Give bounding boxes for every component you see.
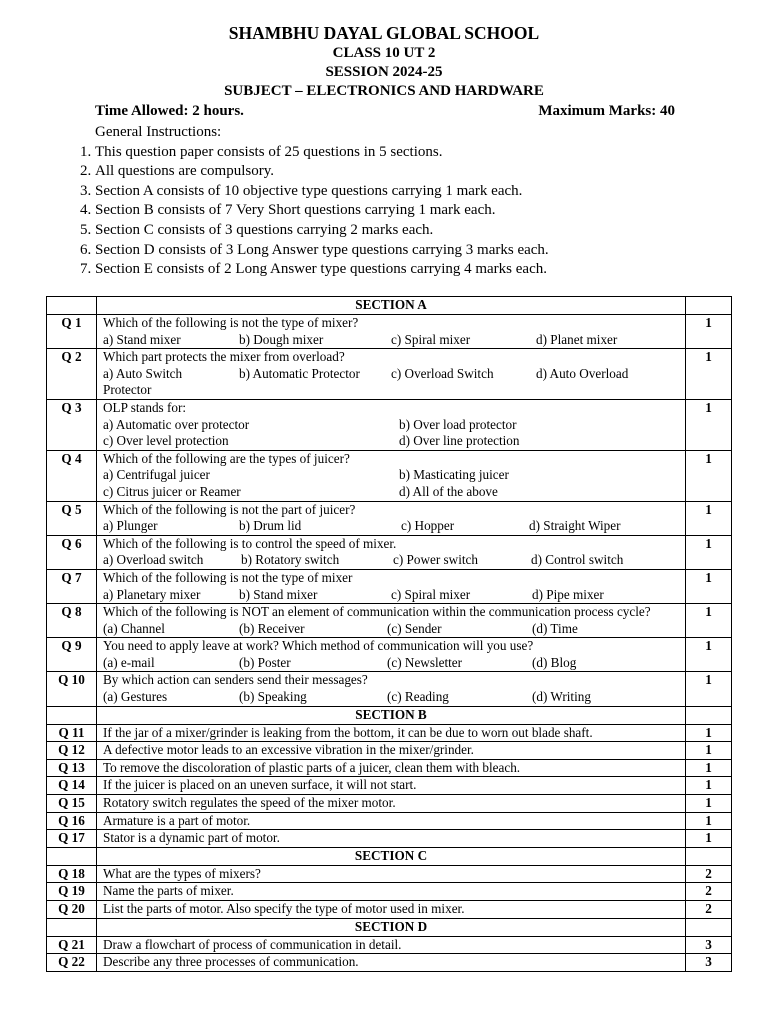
question-number: Q 3: [47, 399, 97, 450]
question-number: Q 20: [47, 901, 97, 919]
question-marks: 1: [686, 604, 732, 638]
question-row: [47, 812, 732, 830]
question-marks: 1: [686, 315, 732, 349]
question-row: [47, 936, 732, 954]
question-marks: 1: [686, 795, 732, 813]
question-cell: [97, 672, 686, 706]
option: (a) Channel: [103, 620, 165, 636]
question-row: [47, 954, 732, 972]
question-marks: 1: [686, 742, 732, 760]
subject-line: SUBJECT – ELECTRONICS AND HARDWARE: [224, 83, 544, 99]
question-row: [47, 865, 732, 883]
question-row: [47, 830, 732, 848]
instruction-item: 5. Section C consists of 3 questions carrying 2 marks each.: [95, 221, 695, 241]
option: b) Dough mixer: [239, 331, 324, 347]
section-d-title: SECTION D: [97, 918, 686, 936]
question-number: Q 10: [47, 672, 97, 706]
question-number: Q 7: [47, 569, 97, 603]
instruction-item: 7. Section E consists of 2 Long Answer type questions carrying 4 marks each.: [95, 260, 695, 280]
question-cell: [97, 569, 686, 603]
option: d) Auto Overload Protector: [103, 365, 629, 398]
question-number: Q 8: [47, 604, 97, 638]
section-a-title: SECTION A: [97, 297, 686, 315]
instruction-item: 2. All questions are compulsory.: [95, 162, 695, 182]
question-row: [47, 724, 732, 742]
section-header-row: [47, 297, 732, 315]
options-row: [103, 621, 679, 638]
section-b-title: SECTION B: [97, 706, 686, 724]
option: d) Over line protection: [399, 433, 520, 449]
option: c) Power switch: [393, 552, 478, 568]
question-text: OLP stands for:: [103, 399, 187, 415]
question-text: Which of the following is not the type of mixer: [103, 569, 353, 585]
option: c) Citrus juicer or Reamer: [103, 483, 241, 499]
option: (b) Speaking: [239, 689, 307, 705]
options-row: [103, 417, 679, 434]
question-number: Q 16: [47, 812, 97, 830]
question-number: Q 21: [47, 936, 97, 954]
option: a) Auto Switch: [103, 365, 183, 381]
question-cell: [97, 535, 686, 569]
option: c) Over level protection: [103, 433, 229, 449]
question-text: Which of the following are the types of juicer?: [103, 450, 350, 466]
question-marks: 3: [686, 936, 732, 954]
question-marks: 1: [686, 450, 732, 501]
question-row: [47, 569, 732, 603]
question-number: Q 17: [47, 830, 97, 848]
options-row: [103, 655, 679, 672]
option: c) Spiral mixer: [391, 586, 471, 602]
question-text: Stator is a dynamic part of motor.: [97, 830, 686, 848]
options-row: [103, 366, 679, 399]
options-row: [103, 587, 679, 604]
question-cell: [97, 501, 686, 535]
options-row: [103, 467, 679, 484]
option: c) Hopper: [401, 518, 455, 534]
question-row: [47, 672, 732, 706]
question-table: [46, 296, 732, 972]
question-marks: 1: [686, 399, 732, 450]
question-text: Which of the following is not the type of mixer?: [103, 315, 359, 330]
question-text: If the jar of a mixer/grinder is leaking from the bottom, it can be due to worn out blade shaft.: [97, 724, 686, 742]
question-text: A defective motor leads to an excessive vibration in the mixer/grinder.: [97, 742, 686, 760]
general-instructions: [75, 123, 695, 280]
question-row: [47, 795, 732, 813]
question-row: [47, 349, 732, 400]
option: d) Straight Wiper: [529, 518, 621, 534]
question-number: Q 9: [47, 638, 97, 672]
options-row: [103, 484, 679, 501]
option: a) Centrifugal juicer: [103, 467, 210, 483]
option: a) Overload switch: [103, 552, 204, 568]
question-text: By which action can senders send their messages?: [103, 672, 368, 688]
question-row: [47, 777, 732, 795]
section-header-row: [47, 847, 732, 865]
question-cell: [97, 604, 686, 638]
question-row: [47, 535, 732, 569]
instruction-item: 6. Section D consists of 3 Long Answer type questions carrying 3 marks each.: [95, 241, 695, 261]
question-row: [47, 399, 732, 450]
question-text: You need to apply leave at work? Which method of communication will you use?: [103, 638, 534, 654]
question-marks: 1: [686, 830, 732, 848]
section-header-row: [47, 706, 732, 724]
option: d) Pipe mixer: [532, 586, 604, 602]
question-marks: 1: [686, 569, 732, 603]
question-row: [47, 450, 732, 501]
question-number: Q 4: [47, 450, 97, 501]
question-marks: 2: [686, 883, 732, 901]
question-number: Q 14: [47, 777, 97, 795]
options-row: [103, 433, 679, 450]
option: a) Plunger: [103, 518, 158, 534]
question-row: [47, 604, 732, 638]
max-marks: Maximum Marks: 40: [538, 103, 675, 119]
time-allowed: Time Allowed: 2 hours.: [95, 103, 244, 119]
option: (b) Poster: [239, 654, 291, 670]
option: b) Masticating juicer: [399, 467, 509, 483]
session-line: SESSION 2024-25: [325, 64, 443, 80]
question-marks: 1: [686, 672, 732, 706]
question-number: Q 5: [47, 501, 97, 535]
option: d) All of the above: [399, 483, 498, 499]
question-marks: 3: [686, 954, 732, 972]
options-row: [103, 689, 679, 706]
question-marks: 1: [686, 777, 732, 795]
question-marks: 1: [686, 724, 732, 742]
question-row: [47, 759, 732, 777]
instructions-list: [75, 143, 695, 280]
option: (d) Time: [532, 620, 578, 636]
question-number: Q 22: [47, 954, 97, 972]
question-row: [47, 315, 732, 349]
question-number: Q 12: [47, 742, 97, 760]
question-number: Q 6: [47, 535, 97, 569]
section-header-row: [47, 918, 732, 936]
question-text: If the juicer is placed on an uneven surface, it will not start.: [97, 777, 686, 795]
question-row: [47, 742, 732, 760]
question-row: [47, 501, 732, 535]
question-number: Q 19: [47, 883, 97, 901]
question-cell: [97, 315, 686, 349]
option: (a) Gestures: [103, 689, 168, 705]
question-row: [47, 883, 732, 901]
question-text: To remove the discoloration of plastic parts of a juicer, clean them with bleach.: [97, 759, 686, 777]
question-text: Which of the following is to control the speed of mixer.: [103, 535, 397, 551]
option: a) Stand mixer: [103, 331, 181, 347]
instruction-item: 4. Section B consists of 7 Very Short questions carrying 1 mark each.: [95, 201, 695, 221]
paper-header: [0, 22, 768, 101]
instruction-item: 1. This question paper consists of 25 questions in 5 sections.: [95, 143, 695, 163]
options-row: [103, 552, 679, 569]
option: d) Control switch: [531, 552, 624, 568]
question-number: Q 1: [47, 315, 97, 349]
question-marks: 1: [686, 638, 732, 672]
question-marks: 1: [686, 759, 732, 777]
question-cell: [97, 638, 686, 672]
question-number: Q 18: [47, 865, 97, 883]
question-text: Name the parts of mixer.: [97, 883, 686, 901]
question-text: List the parts of motor. Also specify the type of motor used in mixer.: [97, 901, 686, 919]
option: (a) e-mail: [103, 654, 155, 670]
question-number: Q 15: [47, 795, 97, 813]
question-marks: 1: [686, 535, 732, 569]
question-number: Q 2: [47, 349, 97, 400]
option: (d) Writing: [532, 689, 591, 705]
question-text: Which part protects the mixer from overload?: [103, 349, 345, 365]
option: b) Rotatory switch: [241, 552, 340, 568]
question-cell: [97, 349, 686, 400]
question-cell: [97, 399, 686, 450]
options-row: [103, 518, 679, 535]
question-text: Describe any three processes of communication.: [97, 954, 686, 972]
option: b) Drum lid: [239, 518, 302, 534]
option: a) Planetary mixer: [103, 586, 201, 602]
instruction-item: 3. Section A consists of 10 objective type questions carrying 1 mark each.: [95, 182, 695, 202]
question-text: Which of the following is NOT an element of communication within the communication process cycle?: [103, 604, 651, 620]
question-row: [47, 638, 732, 672]
options-row: [103, 332, 679, 349]
option: a) Automatic over protector: [103, 416, 250, 432]
option: b) Stand mixer: [239, 586, 318, 602]
question-marks: 2: [686, 901, 732, 919]
question-text: Rotatory switch regulates the speed of the mixer motor.: [97, 795, 686, 813]
question-text: Which of the following is not the part of juicer?: [103, 501, 356, 517]
option: c) Spiral mixer: [391, 331, 471, 347]
question-marks: 1: [686, 349, 732, 400]
option: (c) Newsletter: [387, 654, 463, 670]
question-number: Q 11: [47, 724, 97, 742]
school-name: SHAMBHU DAYAL GLOBAL SCHOOL: [228, 23, 540, 43]
option: (d) Blog: [532, 654, 577, 670]
meta-row: [95, 103, 675, 120]
option: (c) Reading: [387, 689, 449, 705]
option: d) Planet mixer: [536, 331, 618, 347]
question-text: What are the types of mixers?: [97, 865, 686, 883]
option: b) Over load protector: [399, 416, 517, 432]
question-marks: 1: [686, 501, 732, 535]
option: (c) Sender: [387, 620, 442, 636]
class-line: CLASS 10 UT 2: [332, 45, 436, 61]
instructions-heading: General Instructions:: [95, 124, 222, 140]
section-c-title: SECTION C: [97, 847, 686, 865]
question-row: [47, 901, 732, 919]
option: b) Automatic Protector: [239, 365, 360, 381]
question-cell: [97, 450, 686, 501]
question-text: Armature is a part of motor.: [97, 812, 686, 830]
question-marks: 1: [686, 812, 732, 830]
option: c) Overload Switch: [391, 365, 494, 381]
question-marks: 2: [686, 865, 732, 883]
question-number: Q 13: [47, 759, 97, 777]
question-text: Draw a flowchart of process of communication in detail.: [97, 936, 686, 954]
option: (b) Receiver: [239, 620, 305, 636]
